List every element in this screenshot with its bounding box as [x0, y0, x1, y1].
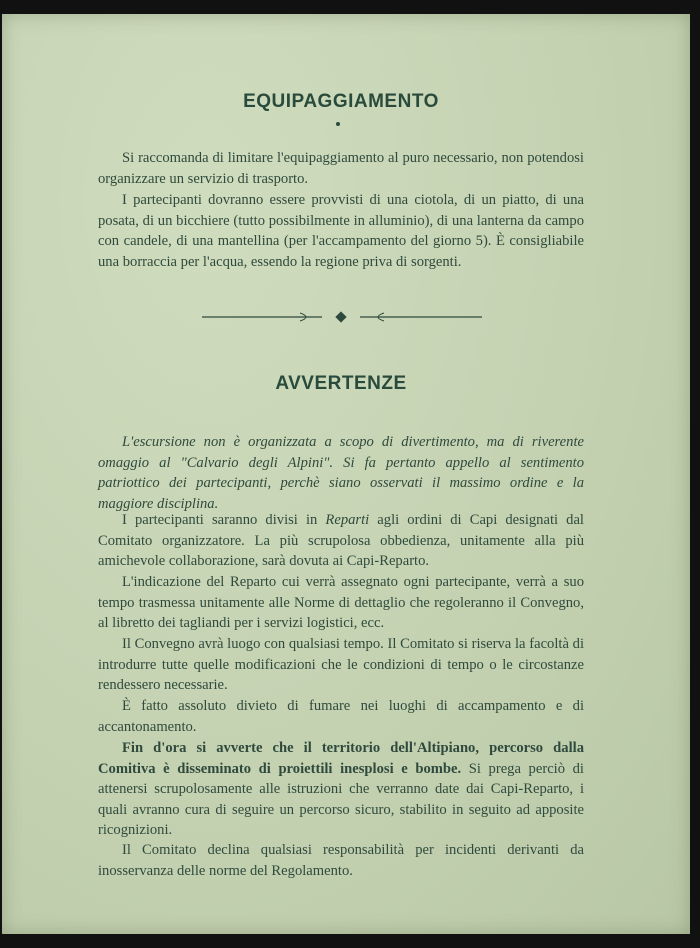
heading-dot	[336, 122, 340, 126]
warning-rest-text: Si prega perciò di attenersi scrupolosamente alle istruzioni che verranno date dai Capi-Reparto, i quali avranno cura di seguire un percorso sicuro, stabilito in seguito ad apposite ricognizioni.	[98, 760, 584, 839]
divider-ornament	[202, 310, 482, 324]
p1-reparti: Reparti	[325, 512, 370, 528]
avvertenze-paragraph-1	[98, 510, 584, 572]
avvertenze-intro: L'escursione non è organizzata a scopo di divertimento, ma di riverente omaggio al "Calvario degli Alpini". Si fa pertanto appello al sentimento patriottico dei partecipanti, perchè siano osservati il massimo ordine e la maggiore disciplina.	[98, 434, 584, 512]
equipaggiamento-paragraph-1: Si raccomanda di limitare l'equipaggiamento al puro necessario, non potendosi organizzare un servizio di trasporto.	[98, 150, 584, 187]
p1-text-before: I partecipanti saranno divisi in	[122, 512, 326, 528]
avvertenze-paragraph-4: È fatto assoluto divieto di fumare nei luoghi di accampamento e di accantonamento.	[98, 698, 584, 735]
avvertenze-paragraph-3: Il Convegno avrà luogo con qualsiasi tempo. Il Comitato si riserva la facoltà di introdurre tutte quelle modificazioni che le condizioni di tempo o le circostanze rendessero necessarie.	[98, 636, 584, 694]
equipaggiamento-paragraph-2: I partecipanti dovranno essere provvisti di una ciotola, di un piatto, di una posata, di un bicchiere (tutto possibilmente in alluminio), di una lanterna da campo con candele, di una mantellina (per l'accampamento del giorno 5). È consigliabile una borraccia per l'acqua, essendo la regione priva di sorgenti.	[98, 192, 584, 270]
heading-equipaggiamento: EQUIPAGGIAMENTO	[243, 91, 439, 112]
avvertenze-paragraph-6: Il Comitato declina qualsiasi responsabilità per incidenti derivanti da inosservanza delle norme del Regolamento.	[98, 842, 584, 879]
avvertenze-paragraph-2: L'indicazione del Reparto cui verrà assegnato ogni partecipante, verrà a suo tempo trasmessa unitamente alle Norme di dettaglio che regoleranno il Convegno, al libretto dei tagliandi per i servizi logistici, ecc.	[98, 574, 584, 632]
warning-bold-text: Fin d'ora si avverte che il territorio dell'Altipiano, percorso dalla Comitiva è disseminato di proiettili inesplosi e bombe.	[98, 740, 584, 777]
avvertenze-paragraph-5	[98, 738, 584, 841]
heading-avvertenze: AVVERTENZE	[275, 373, 407, 394]
p1-text-after: agli ordini di Capi designati dal Comitato organizzatore. La più scrupolosa obbedienza, unitamente alla più amichevole collaborazione, sarà dovuta ai Capi-Reparto.	[98, 512, 584, 570]
document-page	[2, 14, 690, 934]
